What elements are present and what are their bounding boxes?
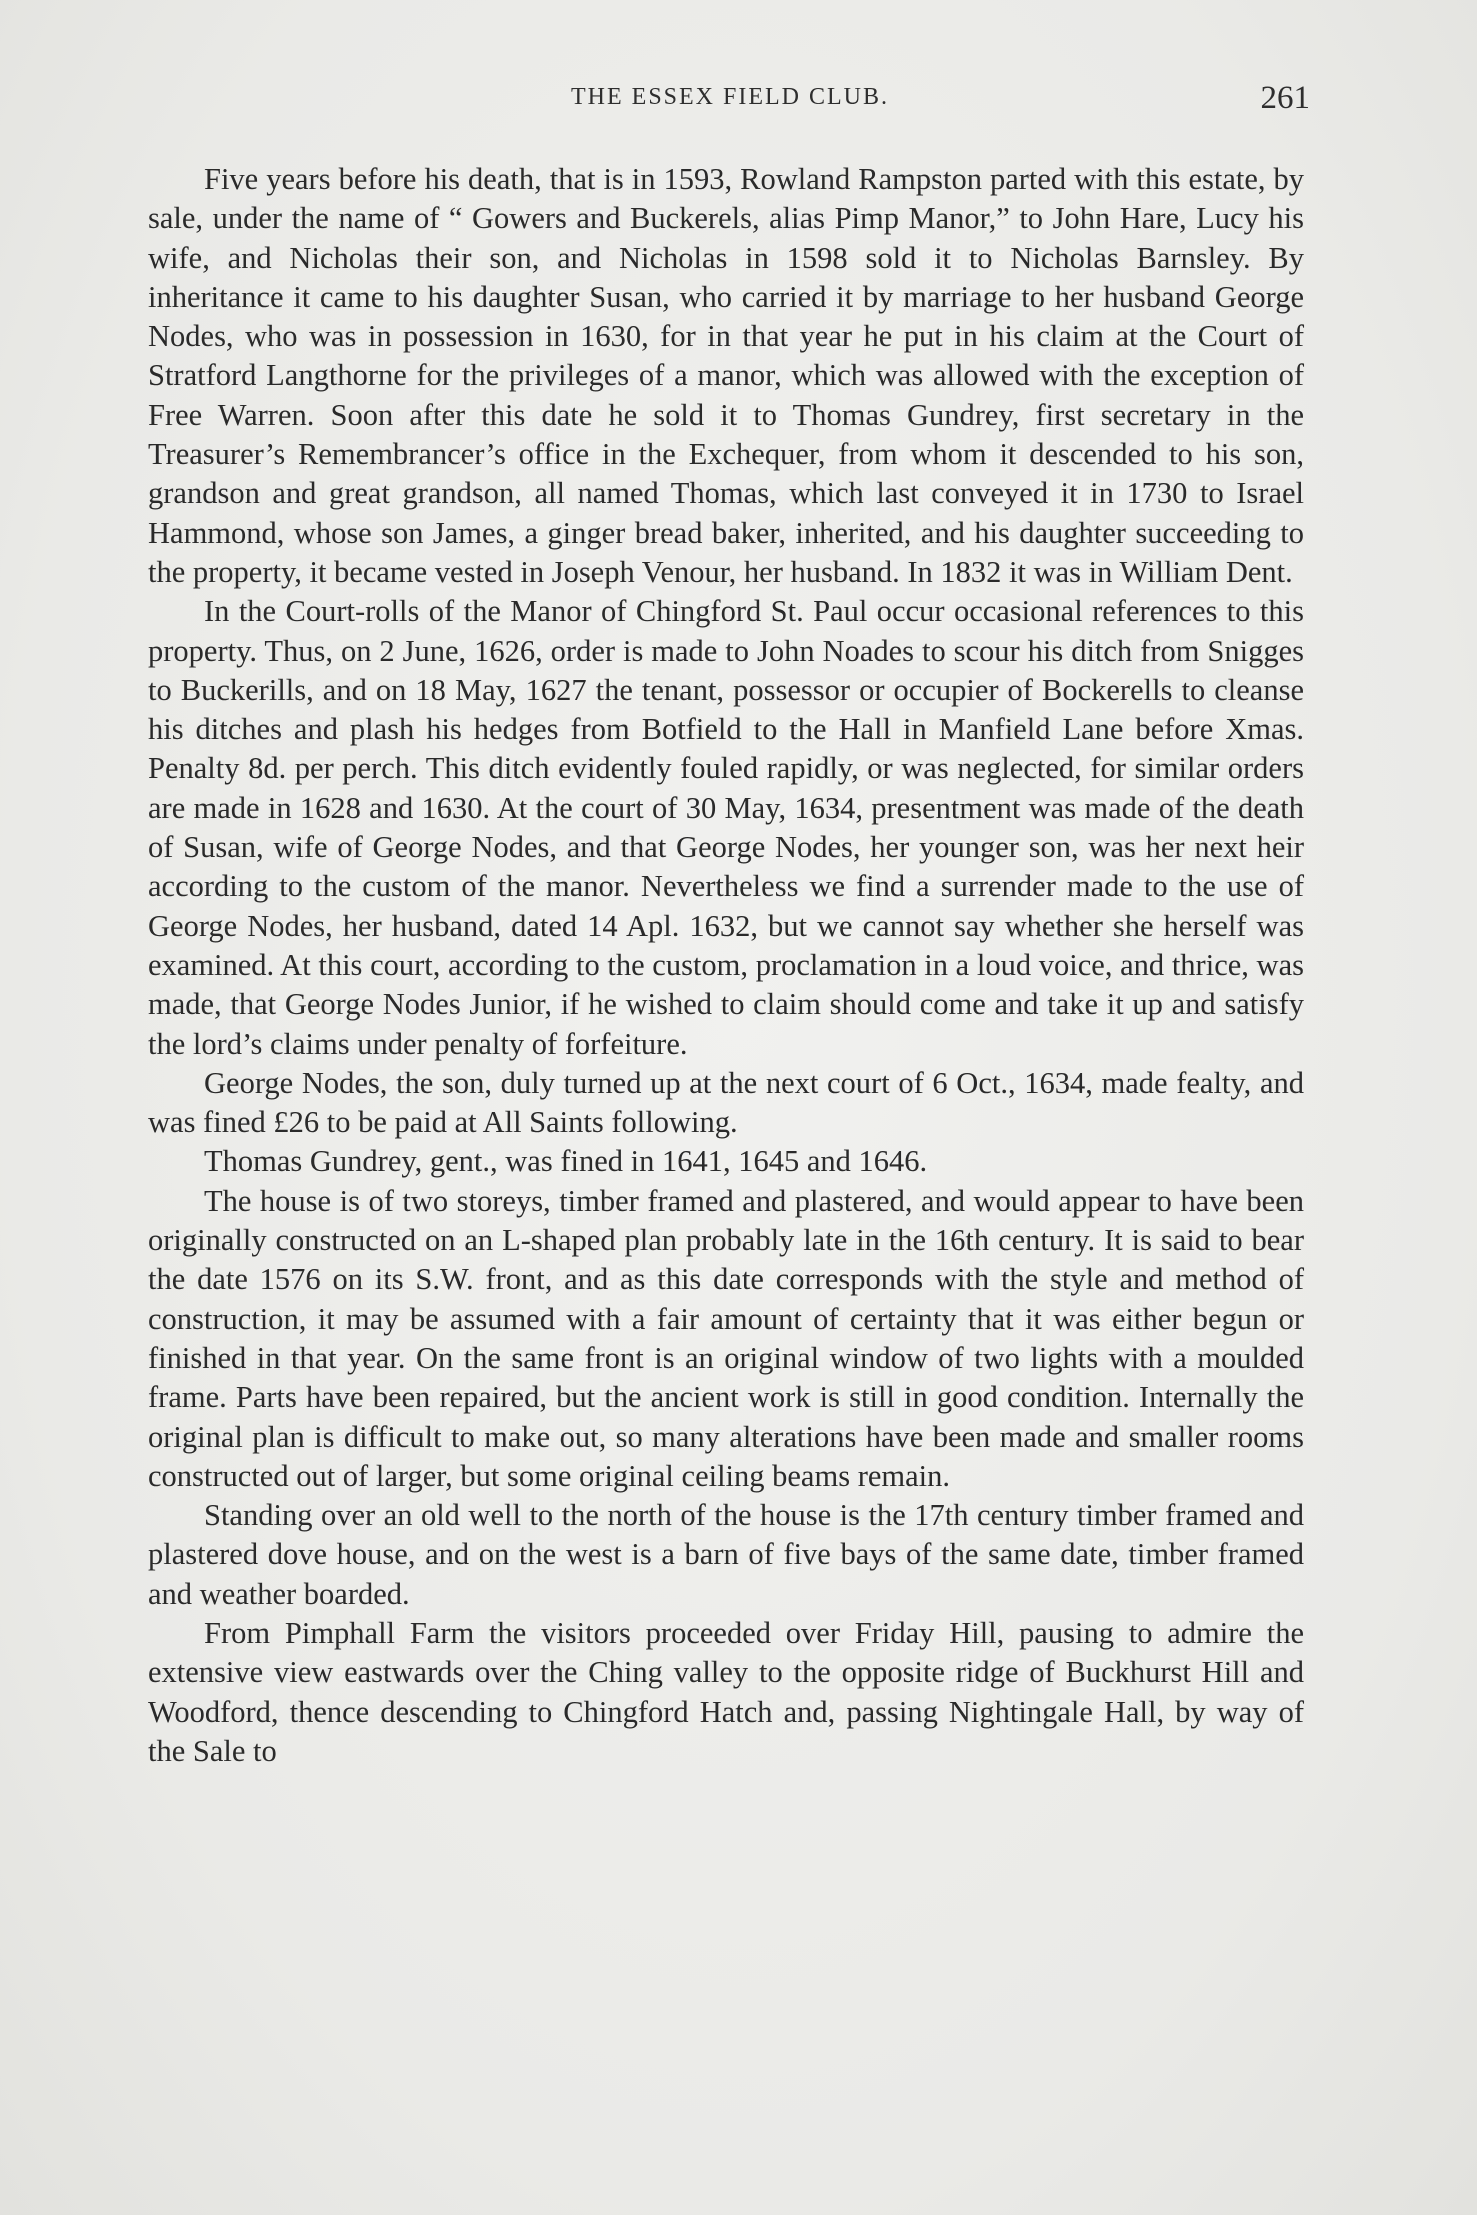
paragraph-1: Five years before his death, that is in 1593, Rowland Rampston parted with this estate, by sale, under the name of “ Gowers and Buckerels, alias Pimp Manor,” to John Hare, Lucy his wife, and Nicholas their son, and Nicholas in 1598 sold it to Nicholas Barnsley. By inheritance it came to his daughter Susan, who carried it by marriage to her husband George Nodes, who was in possession in 1630, for in that year he put in his claim at the Court of Stratford Langthorne for the privileges of a manor, which was allowed with the exception of Free Warren. Soon after this date he sold it to Thomas Gundrey, first secretary in the Treasurer’s Remembrancer’s office in the Exchequer, from whom it descended to his son, grandson and great grandson, all named Thomas, which last conveyed it in 1730 to Israel Hammond, whose son James, a ginger bread baker, inherited, and his daughter succeeding to the property, it became vested in Joseph Venour, her husband. In 1832 it was in William Dent.: [148, 162, 1304, 589]
paragraph-5: The house is of two storeys, timber framed and plastered, and would appear to have been originally constructed on an L-shaped plan probably late in the 16th century. It is said to bear the date 1576 on its S.W. front, and as this date corresponds with the style and method of construction, it may be assumed with a fair amount of certainty that it was either begun or finished in that year. On the same front is an original window of two lights with a moulded frame. Parts have been repaired, but the ancient work is still in good condition. Internally the original plan is difficult to make out, so many alterations have been made and smaller rooms constructed out of larger, but some original ceiling beams remain.: [148, 1183, 1304, 1493]
paragraph-6: Standing over an old well to the north of the house is the 17th century timber framed and plastered dove house, and on the west is a barn of five bays of the same date, timber framed and weather boarded.: [148, 1498, 1304, 1611]
paragraph-7: From Pimphall Farm the visitors proceeded over Friday Hill, pausing to admire the extensive view eastwards over the Ching valley to the opposite ridge of Buckhurst Hill and Woodford, thence descending to Chingford Hatch and, passing Nightingale Hall, by way of the Sale to: [148, 1615, 1304, 1768]
paragraph-4: Thomas Gundrey, gent., was fined in 1641, 1645 and 1646.: [204, 1144, 928, 1179]
page-header: [150, 80, 1310, 120]
page-number: 261: [1260, 80, 1310, 116]
body-text: [148, 160, 1304, 1771]
paragraph-2: In the Court-rolls of the Manor of Chingford St. Paul occur occasional references to this property. Thus, on 2 June, 1626, order is made to John Noades to scour his ditch from Sniggeѕ to Buckerills, and on 18 May, 1627 the tenant, possessor or occupier of Bockerells to cleanse his ditches and plash his hedges from Botfield to the Hall in Manfield Lane before Xmas. Penalty 8d. per perch. This ditch evidently fouled rapidly, or was neglected, for similar orders are made in 1628 and 1630. At the court of 30 May, 1634, presentment was made of the death of Susan, wife of George Nodes, and that George Nodes, her younger son, was her next heir according to the custom of the manor. Nevertheless we find a surrender made to the use of George Nodes, her husband, dated 14 Apl. 1632, but we cannot say whether she herself was examined. At this court, according to the custom, proclamation in a loud voice, and thrice, was made, that George Nodes Junior, if he wished to claim should come and take it up and satisfy the lord’s claims under penalty of forfeiture.: [148, 594, 1304, 1061]
paragraph-3: George Nodes, the son, duly turned up at the next court of 6 Oct., 1634, made fealty, and was fined £26 to be paid at All Saints following.: [148, 1065, 1304, 1140]
running-title: THE ESSEX FIELD CLUB.: [571, 84, 889, 110]
